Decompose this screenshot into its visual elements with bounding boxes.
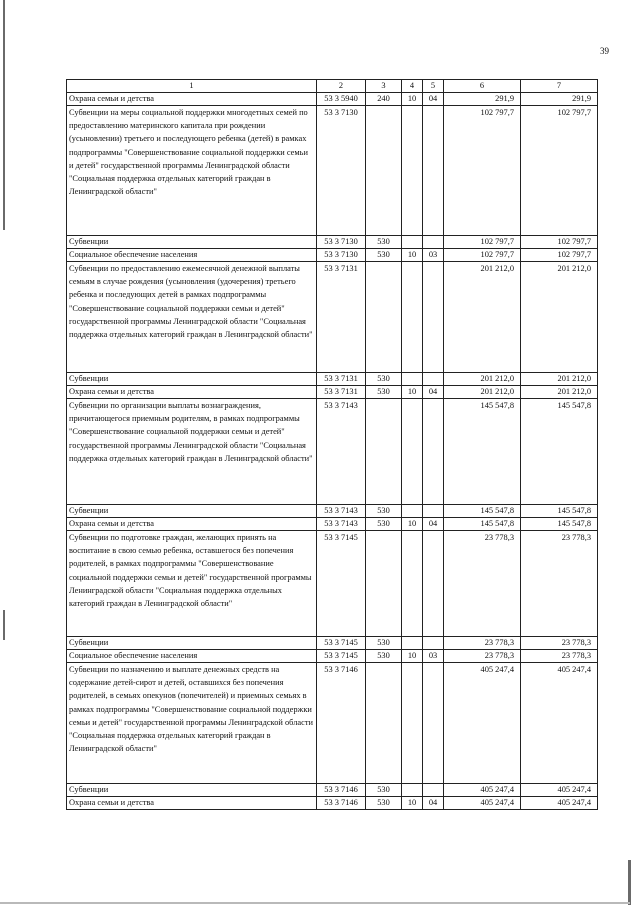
cell-amount-1: 145 547,8 [444, 505, 521, 518]
cell-expense-type: 530 [366, 386, 402, 399]
header-row [67, 80, 598, 93]
table-row [67, 93, 598, 106]
header-cell: 3 [366, 80, 402, 93]
cell-subsection: 04 [423, 386, 444, 399]
cell-amount-2: 23 778,3 [521, 650, 598, 663]
cell-amount-1: 102 797,7 [444, 249, 521, 262]
cell-amount-2: 102 797,7 [521, 106, 598, 236]
cell-target-article: 53 3 5940 [317, 93, 366, 106]
cell-target-article: 53 3 7131 [317, 262, 366, 373]
cell-amount-2: 145 547,8 [521, 505, 598, 518]
scan-edge-bottom [0, 902, 630, 904]
cell-amount-1: 405 247,4 [444, 797, 521, 810]
cell-name: Субвенции по назначению и выплате денежных средств на содержание детей-сирот и детей, оставшихся без попечения родителей, в семьях опекунов (попечителей) и приемных семьях в рамках подпрограммы "Совершенствование социальной поддержки семьи и детей" государственной программы Ленинградской области "Социальная поддержка отдельных категорий граждан в Ленинградской области" [67, 663, 317, 784]
cell-name: Социальное обеспечение населения [67, 650, 317, 663]
cell-target-article: 53 3 7131 [317, 373, 366, 386]
cell-amount-2: 201 212,0 [521, 373, 598, 386]
cell-amount-2: 23 778,3 [521, 637, 598, 650]
cell-section [402, 399, 423, 505]
cell-target-article: 53 3 7145 [317, 531, 366, 637]
cell-section [402, 784, 423, 797]
cell-amount-2: 102 797,7 [521, 236, 598, 249]
cell-amount-2: 145 547,8 [521, 518, 598, 531]
cell-target-article: 53 3 7143 [317, 505, 366, 518]
table-row [67, 505, 598, 518]
cell-amount-2: 405 247,4 [521, 663, 598, 784]
cell-amount-2: 201 212,0 [521, 262, 598, 373]
cell-expense-type: 530 [366, 650, 402, 663]
cell-expense-type: 530 [366, 637, 402, 650]
header-cell: 5 [423, 80, 444, 93]
cell-amount-1: 291,9 [444, 93, 521, 106]
cell-amount-1: 145 547,8 [444, 518, 521, 531]
cell-amount-1: 23 778,3 [444, 637, 521, 650]
budget-table-body [67, 80, 598, 810]
cell-subsection [423, 637, 444, 650]
cell-section [402, 106, 423, 236]
cell-subsection: 03 [423, 650, 444, 663]
cell-subsection [423, 106, 444, 236]
cell-target-article: 53 3 7145 [317, 650, 366, 663]
table-row [67, 650, 598, 663]
cell-name: Охрана семьи и детства [67, 797, 317, 810]
table-row [67, 399, 598, 505]
cell-name: Субвенции [67, 505, 317, 518]
cell-amount-1: 145 547,8 [444, 399, 521, 505]
table-row [67, 637, 598, 650]
header-cell: 2 [317, 80, 366, 93]
cell-subsection: 04 [423, 93, 444, 106]
cell-name: Охрана семьи и детства [67, 93, 317, 106]
table-row [67, 106, 598, 236]
cell-amount-2: 291,9 [521, 93, 598, 106]
table-row [67, 249, 598, 262]
cell-amount-1: 102 797,7 [444, 236, 521, 249]
cell-target-article: 53 3 7143 [317, 399, 366, 505]
table-row [67, 663, 598, 784]
cell-amount-2: 23 778,3 [521, 531, 598, 637]
cell-section: 10 [402, 650, 423, 663]
cell-name: Субвенции [67, 373, 317, 386]
cell-expense-type [366, 106, 402, 236]
cell-name: Субвенции по предоставлению ежемесячной денежной выплаты семьям в случае рождения (усыновления (удочерения) третьего ребенка и последующих детей в рамках подпрограммы "Совершенствование социальной поддержки семьи и детей" государственной программы Ленинградской области "Социальная поддержка отдельных категорий граждан в Ленинградской области" [67, 262, 317, 373]
table-row [67, 373, 598, 386]
cell-amount-1: 23 778,3 [444, 650, 521, 663]
header-cell: 6 [444, 80, 521, 93]
cell-target-article: 53 3 7130 [317, 236, 366, 249]
table-row [67, 531, 598, 637]
cell-name: Субвенции [67, 784, 317, 797]
cell-expense-type: 530 [366, 784, 402, 797]
cell-section: 10 [402, 249, 423, 262]
budget-table [66, 79, 598, 810]
scan-edge-left-top [3, 0, 5, 230]
cell-subsection [423, 784, 444, 797]
cell-name: Субвенции [67, 236, 317, 249]
cell-amount-1: 405 247,4 [444, 784, 521, 797]
cell-name: Субвенции по организации выплаты вознаграждения, причитающегося приемным родителям, в рамках подпрограммы "Совершенствование социальной поддержки семьи и детей" государственной программы Ленинградской области "Социальная поддержка отдельных категорий граждан в Ленинградской области" [67, 399, 317, 505]
cell-expense-type: 530 [366, 249, 402, 262]
cell-amount-2: 201 212,0 [521, 386, 598, 399]
cell-section [402, 505, 423, 518]
cell-section [402, 236, 423, 249]
cell-expense-type: 530 [366, 797, 402, 810]
cell-target-article: 53 3 7146 [317, 663, 366, 784]
cell-amount-2: 405 247,4 [521, 784, 598, 797]
cell-subsection [423, 531, 444, 637]
cell-section: 10 [402, 386, 423, 399]
cell-name: Социальное обеспечение населения [67, 249, 317, 262]
cell-name: Субвенции на меры социальной поддержки многодетных семей по предоставлению материнского капитала при рождении (усыновлении) третьего и последующего ребенка (детей) в рамках подпрограммы "Совершенствование социальной поддержки семьи и детей" государственной программы Ленинградской области "Социальная поддержка отдельных категорий граждан в Ленинградской области" [67, 106, 317, 236]
cell-section: 10 [402, 797, 423, 810]
cell-subsection [423, 236, 444, 249]
cell-subsection [423, 505, 444, 518]
table-row [67, 797, 598, 810]
cell-section: 10 [402, 93, 423, 106]
cell-expense-type [366, 663, 402, 784]
cell-amount-1: 201 212,0 [444, 262, 521, 373]
cell-subsection [423, 399, 444, 505]
cell-section [402, 373, 423, 386]
cell-subsection: 04 [423, 518, 444, 531]
cell-amount-1: 23 778,3 [444, 531, 521, 637]
cell-target-article: 53 3 7146 [317, 797, 366, 810]
cell-subsection [423, 663, 444, 784]
table-row [67, 236, 598, 249]
cell-target-article: 53 3 7146 [317, 784, 366, 797]
cell-amount-2: 405 247,4 [521, 797, 598, 810]
cell-amount-1: 201 212,0 [444, 373, 521, 386]
table-row [67, 386, 598, 399]
scan-edge-left-mid [3, 610, 5, 640]
cell-expense-type: 530 [366, 236, 402, 249]
cell-name: Субвенции по подготовке граждан, желающих принять на воспитание в свою семью ребенка, оставшегося без попечения родителей, в рамках подпрограммы "Совершенствование социальной поддержки семьи и детей" государственной программы Ленинградской области "Социальная поддержка отдельных категорий граждан в Ленинградской области" [67, 531, 317, 637]
cell-subsection [423, 262, 444, 373]
cell-section [402, 663, 423, 784]
cell-amount-2: 145 547,8 [521, 399, 598, 505]
cell-target-article: 53 3 7130 [317, 106, 366, 236]
cell-target-article: 53 3 7130 [317, 249, 366, 262]
cell-subsection: 04 [423, 797, 444, 810]
page-number: 39 [600, 46, 609, 56]
cell-subsection [423, 373, 444, 386]
header-cell: 7 [521, 80, 598, 93]
cell-expense-type: 530 [366, 505, 402, 518]
cell-section [402, 637, 423, 650]
table-row [67, 784, 598, 797]
cell-amount-2: 102 797,7 [521, 249, 598, 262]
cell-target-article: 53 3 7145 [317, 637, 366, 650]
cell-expense-type: 240 [366, 93, 402, 106]
cell-target-article: 53 3 7143 [317, 518, 366, 531]
cell-name: Охрана семьи и детства [67, 386, 317, 399]
cell-amount-1: 405 247,4 [444, 663, 521, 784]
cell-amount-1: 201 212,0 [444, 386, 521, 399]
cell-expense-type [366, 262, 402, 373]
cell-expense-type [366, 399, 402, 505]
header-cell: 4 [402, 80, 423, 93]
cell-amount-1: 102 797,7 [444, 106, 521, 236]
cell-name: Охрана семьи и детства [67, 518, 317, 531]
scan-edge-right [628, 860, 631, 905]
cell-subsection: 03 [423, 249, 444, 262]
header-cell: 1 [67, 80, 317, 93]
cell-section [402, 531, 423, 637]
cell-name: Субвенции [67, 637, 317, 650]
cell-section [402, 262, 423, 373]
cell-section: 10 [402, 518, 423, 531]
table-row [67, 518, 598, 531]
cell-expense-type: 530 [366, 518, 402, 531]
cell-expense-type [366, 531, 402, 637]
cell-expense-type: 530 [366, 373, 402, 386]
cell-target-article: 53 3 7131 [317, 386, 366, 399]
table-row [67, 262, 598, 373]
